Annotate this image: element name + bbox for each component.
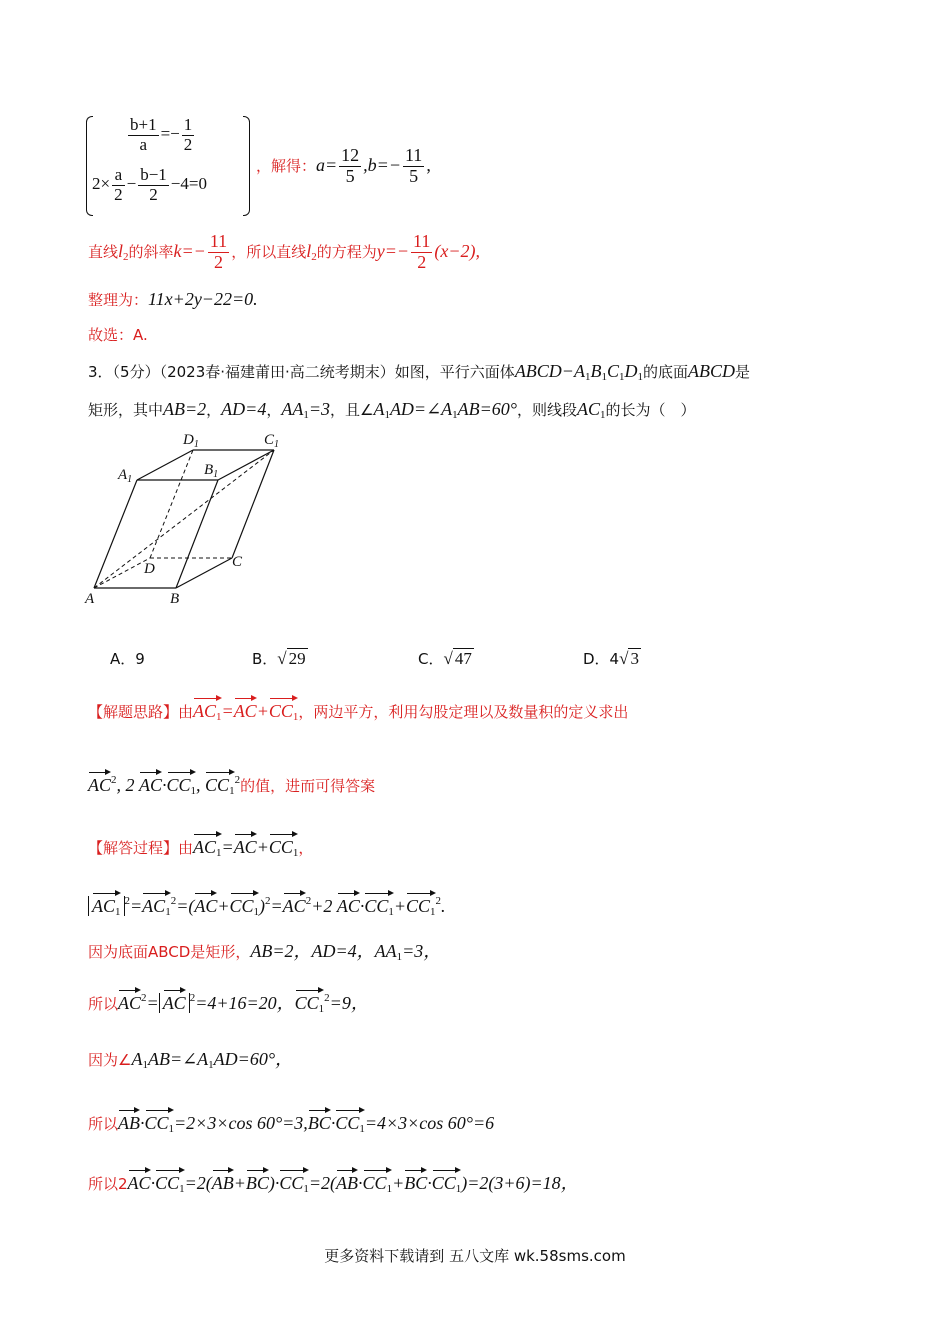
slope-text-1: 直线	[88, 242, 119, 261]
edge-c-c1	[232, 450, 274, 558]
option-c[interactable]: C．√ 47	[418, 649, 472, 668]
process-tag: 【解答过程】由	[88, 839, 194, 857]
option-d-value: 3	[630, 649, 639, 668]
so3-values: =2(3+6)=18，	[467, 1173, 579, 1193]
sol-a-den: 5	[339, 166, 361, 187]
tidy-label: 整理为：	[88, 291, 149, 309]
edge-d-d1-hidden	[150, 450, 193, 558]
question-line-2	[88, 398, 696, 423]
label-d: D	[144, 561, 155, 577]
option-b-value: 29	[288, 649, 306, 668]
angle-ad-part: AD=∠	[389, 399, 442, 419]
text-is: 是	[734, 363, 750, 381]
option-d[interactable]: D．4√ 3	[583, 649, 639, 668]
so1-tail: =9，	[329, 993, 369, 1013]
label-c1: $C_1$	[264, 432, 280, 450]
sol-b-den: 5	[403, 166, 424, 187]
so1-label: 所以	[88, 995, 119, 1013]
so1-values: =4+16=20，	[195, 993, 295, 1013]
text-length: 的长为（ ）	[605, 401, 696, 419]
sub-a1: 1	[584, 371, 591, 383]
sub-angle-a1: 1	[384, 409, 390, 421]
idea-rest: ，两边平方，利用勾股定理以及数量积的定义求出	[298, 703, 629, 721]
question-number: 3．（5分）（2023春·福建莆田·高二统考期末）如图，平行六面体	[88, 363, 515, 381]
eq1-right-denominator: 2	[183, 134, 193, 154]
segment-ac: AC	[577, 399, 601, 419]
eq2-denominator-1: 2	[114, 184, 123, 204]
rect-text: 因为底面ABCD是矩形，	[88, 943, 251, 961]
solid-d: D	[624, 361, 638, 381]
option-a-label: A．9	[110, 650, 145, 668]
eq1-middle: =−	[160, 124, 180, 144]
label-a: A	[85, 591, 95, 607]
comma-2: ，	[266, 401, 282, 419]
idea-line-2: $AC^2$, 2 $AC\cdot CC_1$, $CC_1^2$的值，进而可得答案	[88, 768, 375, 799]
sol-b: ,b=−	[363, 154, 401, 175]
option-a[interactable]	[110, 648, 145, 669]
option-d-label: D．4	[583, 650, 620, 668]
label-a1: $A_1$	[118, 467, 133, 485]
sol-end: ,	[426, 154, 431, 175]
sub-angle-a1-2: 1	[452, 409, 458, 421]
solution-line	[256, 146, 431, 187]
line-l-2: l	[306, 240, 312, 261]
value-ad: AD=4	[221, 399, 267, 419]
slope-text-4: 的方程为	[316, 242, 377, 261]
rect-end: =3，	[402, 941, 442, 961]
equation-1	[126, 116, 196, 154]
comma-1: ，	[206, 401, 222, 419]
option-b[interactable]: B．√ 29	[252, 649, 306, 668]
solid-c: C	[606, 361, 619, 381]
sub-ac1: 1	[600, 409, 606, 421]
equation-2	[92, 166, 207, 204]
solid-b: B	[590, 361, 602, 381]
text-then: ，则线段	[517, 401, 578, 419]
solve-label: ，解得：	[256, 156, 317, 175]
equation-y-tail: (x−2),	[434, 240, 480, 261]
angle-ab-part: AB=60°	[457, 399, 518, 419]
slope-text-2: 的斜率	[128, 242, 174, 261]
value-aa-val: =3	[308, 399, 330, 419]
equation-y-num: 11	[413, 231, 431, 251]
angle-a: A	[373, 399, 385, 419]
process-line-6: 所以$AB\cdot CC_1=2\times 3\times\cos$ $60^\circ=3,BC\cdot CC_1=4\times 3\times\cos$ 60°=6	[88, 1106, 494, 1137]
text-and: ，且∠	[329, 401, 374, 419]
value-ab: AB=2	[163, 399, 207, 419]
edge-a1d1	[137, 450, 193, 480]
so2-label: 所以	[88, 1115, 119, 1133]
line-l-sub: 2	[123, 250, 129, 263]
value-aa: AA	[281, 399, 304, 419]
label-b1: $B_1$	[204, 462, 219, 480]
option-c-label: C．	[418, 650, 444, 668]
so2-values-1: =2×3×cos 60°=3,	[174, 1113, 308, 1133]
idea-tag: 【解题思路】由	[88, 703, 194, 721]
tidy-equation: 11x+2y−22=0.	[148, 289, 258, 309]
eq2-denominator-2: 2	[138, 185, 169, 205]
base-abcd: ABCD	[687, 361, 735, 381]
edge-bc	[176, 558, 232, 588]
process-line-1: 【解答过程】由$AC_1=AC+CC_1$，	[88, 830, 313, 861]
question-line-1	[88, 360, 750, 385]
rect-values: AB=2，AD=4，AA	[250, 941, 397, 961]
text-base: 的底面	[642, 363, 688, 381]
process-line-5: 因为$\angle A_1AB=\angle A_1AD=60^\circ$，	[88, 1049, 294, 1071]
idea-tail: 的值，进而可得答案	[240, 777, 376, 795]
slope-text-3: ，所以直线	[231, 242, 307, 261]
eq2-minus: −	[126, 174, 137, 194]
process-line-7: 所以$2AC\cdot CC_1=2(AB+BC)\cdot CC_1=2(AB\cdot CC_1+BC\cdot CC_1)=2(3+6)=18$，	[88, 1166, 579, 1197]
sol-a: a=	[316, 154, 338, 175]
eq2-numerator-2: b−1	[140, 165, 167, 184]
option-b-label: B．	[252, 650, 278, 668]
footer-link[interactable]: 更多资料下载请到 五八文库 wk.58sms.com	[324, 1247, 626, 1265]
edge-b-b1	[176, 480, 218, 588]
eq2-prefix: 2×	[92, 174, 111, 194]
process-line-3: 因为底面ABCD是矩形，AB=2，AD=4，$AA_1=3$，	[88, 941, 442, 963]
edge-b1c1	[218, 450, 274, 480]
sol-b-num: 11	[404, 145, 423, 165]
edge-ad-hidden	[94, 558, 150, 588]
because-values: AB=∠	[147, 1049, 198, 1069]
so2-values-2: =4×3×cos 60°=6	[364, 1113, 495, 1133]
because-label: 因为∠	[88, 1051, 132, 1069]
line-l-2-sub: 2	[311, 250, 317, 263]
right-brace	[243, 116, 250, 216]
slope-k: k=−	[173, 240, 206, 261]
equation-y-den: 2	[411, 252, 432, 273]
edge-a-a1	[94, 480, 137, 588]
sub-b1: 1	[601, 371, 607, 383]
solid-name: ABCD−A	[514, 361, 585, 381]
option-c-value: 47	[454, 649, 472, 668]
sol-a-num: 12	[341, 145, 360, 165]
slope-line	[88, 232, 480, 273]
slope-k-den: 2	[208, 252, 229, 273]
eq2-postfix: −4=0	[170, 174, 207, 194]
angle-a-2: A	[441, 399, 453, 419]
process-line-4: 所以$AC^2=$ AC $^2$=4+16=20，$CC_1^2=9$，	[88, 986, 369, 1017]
label-b: B	[170, 591, 180, 607]
label-d1: $D_1$	[183, 432, 199, 450]
answer-line: 故选：A.	[88, 326, 148, 344]
so3-label: 所以2	[88, 1175, 128, 1193]
eq1-numerator: b+1	[130, 115, 157, 134]
process-tail: ，	[298, 839, 314, 857]
eq1-denominator: a	[128, 135, 159, 155]
tidy-line	[88, 288, 258, 311]
eq1-right-numerator: 1	[183, 115, 193, 134]
label-c: C	[232, 554, 243, 570]
slope-k-num: 11	[209, 231, 228, 251]
parallelepiped-figure	[80, 425, 295, 610]
sub-aa1: 1	[303, 409, 309, 421]
idea-line-1: 【解题思路】由$AC_1=AC+CC_1$，两边平方，利用勾股定理以及数量积的定义求出	[88, 694, 628, 725]
process-line-2: $AC_1^2=AC_1^2=(AC+CC_1)^2=AC^2+2$ $AC\cdot CC_1+CC_1^2$.	[88, 889, 446, 920]
text-rectangle: 矩形，其中	[88, 401, 164, 419]
eq2-numerator-1: a	[114, 165, 123, 184]
because-end: AD=60°，	[213, 1049, 294, 1069]
equation-y: y=−	[376, 240, 410, 261]
sub-c1: 1	[618, 371, 625, 383]
line-l: l	[118, 240, 124, 261]
sub-d1: 1	[637, 371, 643, 383]
equation-system	[86, 116, 250, 216]
